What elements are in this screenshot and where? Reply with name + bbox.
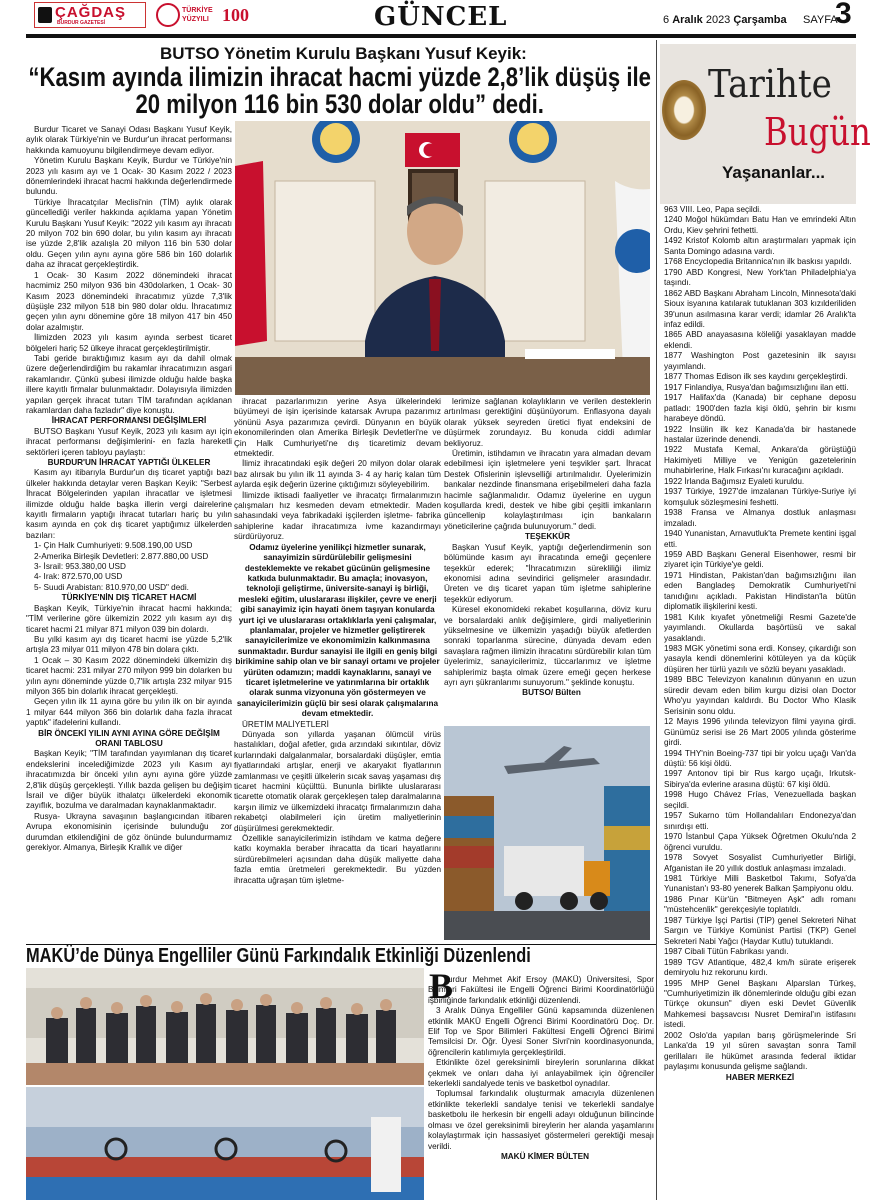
cargo-scene xyxy=(444,726,650,940)
article-kicker: BUTSO Yönetim Kurulu Başkanı Yusuf Keyik: xyxy=(160,44,527,63)
article-photo-president xyxy=(235,121,650,395)
paragraph: 1877 Washington Post gazetesinin ilk sayısı yayımlandı. xyxy=(664,351,856,371)
headline-line-1: “Kasım ayında ilimizin ihracat hacmi yüzde 2,8’lik düşüş ile xyxy=(28,62,652,92)
paragraph: 1917 Halifax'da (Kanada) bir cephane deposu patladı: 1900'den fazla kişi öldü, şehrin bir kısmı harabeye döndü. xyxy=(664,393,856,424)
paragraph: 1957 Sukarno tüm Hollandalıları Endonezya'dan sınırdışı etti. xyxy=(664,811,856,831)
byline: HABER MERKEZİ xyxy=(725,1072,795,1082)
paragraph: 1989 TGV Atlantique, 482,4 km/h sürate erişerek demiryolu hız rekorunu kırdı. xyxy=(664,957,856,978)
paragraph: 4- Irak: 872.570,00 USD xyxy=(34,572,123,582)
subheading: İHRACAT PERFORMANSI DEĞİŞİMLERİ xyxy=(51,416,207,426)
subheading: BURDUR'UN İHRACAT YAPTIĞI ÜLKELER xyxy=(47,458,211,467)
group-scene xyxy=(26,968,424,1085)
paragraph: 1937 Türkiye, 1927'de imzalanan Türkiye-Suriye iyi komşuluk sözleşmesini feshetti. xyxy=(664,487,856,507)
paragraph: 1987 Cibali Tütün Fabrikası yandı. xyxy=(664,947,789,957)
masthead xyxy=(0,0,882,34)
paragraph: Toplumsal farkındalık oluşturmak amacıyla düzenlenen etkinlikte tekerlekli sandalye tenisi ve tekerlekli sandalye basketbolu ile herkesin bir engelli adayı olduğunun bilincinde olması ve özel gereksinimli bireylerin her alanda yaşamlarını kolaylaştırmak için hassasiyet göstermeleri gerektiği mesajı verildi. xyxy=(428,1089,654,1151)
paragraph: Dünyada son yıllarda yaşanan ölümcül virüs hastalıkları, doğal afetler, gıda arzındaki sıkıntılar, döviz kurlarındaki dalgalanmalar, borsalardaki düşüşler, emtia fiyatlarındaki artışlar, enerji ve akaryakıt fiyatlarının zamlanması ve çeşitli ülkelerin sıcak savaş yaşaması dış ticaret hacmini küçülttü. Bununla birlikte uluslararası ticarette otomatik olarak gerçekleşen talep daralmalarına karşın ilimiz ve ülkemizdeki ihracatçı firmalarımızın daha rekabetçi olabilmeleri için üretim maliyetlerinin düşürülmesi gerekmektedir. xyxy=(234,730,441,833)
paragraph: Özellikle sanayicilerimizin istihdam ve katma değere katkı koymakla beraber ihracatta da ticari hayatlarını sürdürebilmeleri açısından daha düşük maliyette daha fazla emtia üretmeleri gerekmektedir. Bu yüzden ihracatta uğraşan tüm işletme- xyxy=(234,834,441,885)
maku-group-photo xyxy=(26,968,424,1085)
paragraph: 1 Ocak – 30 Kasım 2022 dönemindeki ülkemizin dış ticaret hacmi: 231 milyar 270 milyon 999 bin dolarken bu yılın aynı döneminde yüzde 0,7'lik artışla 232 milyar 915 milyon 365 bin dolarlık ihracat gerçekleşti. xyxy=(26,655,232,696)
paragraph: 1986 Pınar Kür'ün "Bitmeyen Aşk" adlı romanı "müstehcenlik" gerekçesiyle toplatıldı. xyxy=(664,894,856,915)
paragraph: 1862 ABD Başkanı Abraham Lincoln, Minnesota'daki Sioux isyanına katılarak tutuklanan 303 kızılderiliden 39'unun asılmasına karar verdi; idamlar 26 Aralık'ta infaz edildi. xyxy=(664,288,856,329)
paragraph: 1768 Encyclopedia Britannica'nın ilk baskısı yapıldı. xyxy=(664,257,852,267)
turkiye-yuzyili-logo xyxy=(156,3,216,27)
paragraph: 1- Çin Halk Cumhuriyeti: 9.508.190,00 USD xyxy=(34,541,193,551)
paragraph: 1987 Türkiye İşçi Partisi (TİP) genel Sekreteri Nihat Sargın ve Türkiye Komünist Partisi (TKP) Genel Sekreteri Nabi Yağcı (Haydar Kutlu) tutuklandı. xyxy=(664,915,856,946)
paragraph: 1922 Mustafa Kemal, Ankara'da görüştüğü Hakimiyeti Milliye ve Yenigün gazetelerinin muhabirlerine, Halk Fırkası'nı kuracağını açıkladı. xyxy=(664,445,856,476)
paragraph: 1971 Hindistan, Pakistan'dan bağımsızlığını ilan eden Bangladeş Demokratik Cumhuriyeti'ni tanıdığını açıkladı. Pakistan Hindistan'la bütün diplomatik ilişkilerini kesti. xyxy=(664,570,856,612)
paragraph: 1 Ocak- 30 Kasım 2022 dönemindeki ihracat hacmimiz 250 milyon 936 bin 430dolarken, 1 Ocak- 30 Kasım 2023 dönemindeki ihracatımız yüzde 7,3'lik düşüşle 232 milyon 518 bin 980 dolar oldu. İhracatımız geçen yılın aynı dönemine göre 18 milyon 417 bin 450 dolar azalmıştır. xyxy=(26,270,232,332)
paragraph: Etkinlikte özel gereksinimli bireylerin sorunlarına dikkat çekmek ve onları daha iyi anlayabilmek için öğrenciler tekerlekli sandalyede tenis ve basketbol oynadılar. xyxy=(428,1058,654,1089)
paragraph: 5- Suudi Arabistan: 810.970,00 USD" dedi. xyxy=(34,582,189,592)
paragraph: 1983 MGK yönetimi sona erdi. Konsey, çıkardığı son yasayla kendi dönemlerini kötüleyen ya da küçük düşüren her türlü yazılı ve sözlü beyanı yasakladı. xyxy=(664,644,856,674)
issue-date: 6 Aralık 2023 Çarşamba xyxy=(663,14,787,26)
paragraph: 1865 ABD anayasasına köleliği yasaklayan madde eklendi. xyxy=(664,330,856,350)
paragraph: lerimize sağlanan kolaylıkların ve verilen desteklerin artırılması gerektiğini düşünüyorum. Enflasyona dayalı olarak yüksek seyreden üretici fiyat endeksini de düşürmek zorundayız. Bu konuda ciddi adımlar bekliyoruz. xyxy=(444,397,651,448)
paragraph: ihracat pazarlarımızın yerine Asya ülkelerindeki büyümeyi de işin içerisinde katarsak Avrupa pazarımız yönünü Asya pazarımıza çevirdi. Dünyanın en büyük ekonomilerinden olan Amerika Birleşik Devletleri'ne ve Çin Halk Cumhuriyeti'ne dış ticaretimiz devam etmektedir. xyxy=(234,397,441,459)
sidebar-rule xyxy=(656,40,657,1200)
paragraph: Kasım ayı itibarıyla Burdur'un dış ticaret yaptığı bazı ülkeler hakkında detaylar veren Başkan Keyik: "Serbest İhracat Bölgelerinden yapılan ihracatlar ve işletmesi ilimizde olduğu halde başka illerin vergi dairelerine kayıtlı firmaların yaptığı ihracat tutarları hariç bu yılın kasım ayında en çok dış ticaret yaptığımız ülkelerden bazıları: xyxy=(26,468,232,540)
paragraph: 1978 Sovyet Sosyalist Cumhuriyetler Birliği, Afganistan ile 20 yıllık dostluk anlaşması imzaladı. xyxy=(664,853,856,873)
subheading: BİR ÖNCEKİ YILIN AYNI AYINA GÖRE DEĞİŞİM ORANI TABLOSU xyxy=(38,728,220,748)
maku-basketball-photo xyxy=(26,1087,424,1200)
byline: MAKÜ KİMER BÜLTEN xyxy=(500,1151,590,1161)
paragraph: 1959 ABD Başkanı General Eisenhower, resmi bir ziyaret için Türkiye'ye geldi. xyxy=(664,549,856,570)
paragraph: 1240 Moğol hükümdarı Batu Han ve emrindeki Altın Ordu, Kiev şehrini fethetti. xyxy=(664,215,856,235)
section-title: GÜNCEL xyxy=(374,2,508,32)
article-photo-logistics xyxy=(444,726,650,940)
maku-text xyxy=(428,975,654,1200)
paragraph: Yönetim Kurulu Başkanı Keyik, Burdur ve Türkiye'nin 2023 yılı kasım ayı ve 1 Ocak- 30 Kasım 2022 / 2023 dönemlerindeki ihracat hacmi hakkında değerlendirmede bulundu. xyxy=(26,156,232,197)
article-column-2 xyxy=(234,397,441,943)
cagdas-logo[interactable] xyxy=(34,2,146,28)
tyz-text: TÜRKİYE YÜZYILI xyxy=(182,7,213,23)
paragraph: 1938 Fransa ve Almanya dostluk anlaşması imzaladı. xyxy=(664,508,856,528)
sidebar-title-1: Tarihte xyxy=(708,62,832,106)
paragraph: ÜRETİM MALİYETLERİ xyxy=(242,719,329,729)
paragraph: Burdur Ticaret ve Sanayi Odası Başkanı Yusuf Keyik, aylık olarak Türkiye'nin ve Burdur'un ihracat performansı hakkında kamuoyunu bilgilendirmeye devam ediyor. xyxy=(26,125,232,155)
office-scene xyxy=(235,121,650,395)
logo-text: ÇAĞDAŞ xyxy=(55,4,127,21)
paragraph: 1492 Kristof Kolomb altın araştırmaları yapmak için Santa Domingo adasına vardı. xyxy=(664,236,856,256)
paragraph: 1998 Hugo Chávez Frías, Venezuellada başkan seçildi. xyxy=(664,790,856,810)
paragraph: BUTSO Başkanı Yusuf Keyik, 2023 yılı kasım ayı için ihracat performansı değişimlerini- en fazla hareketli sektörleri içeren tabloyu paylaştı: xyxy=(26,426,232,457)
article-column-3 xyxy=(444,397,651,723)
paragraph: urdur Mehmet Akif Ersoy (MAKÜ) Üniversitesi, Spor Bilimleri Fakültesi ile Engelli Öğrenci Birimi Koordinatörlüğü işbirliğinde farkındalık etkinliği düzenlendi. xyxy=(428,975,654,1005)
paragraph: 3 Aralık Dünya Engelliler Günü kapsamında düzenlenen etkinlik MAKÜ Engelli Öğrenci Birimi Koordinatörü Doç. Dr. Elif Top ve Spor Bilimleri Fakültesi Engelli Öğrenci Birimi Temsilcisi Dr. Öğr. Üyesi Soner Sivri'nin koordinasyonunda, öğrencilerin katılımıyla gerçekleştirildi. xyxy=(428,1006,654,1057)
paragraph: 1922 İnsülin ilk kez Kanada'da bir hastanede hastalar üzerinde denendi. xyxy=(664,424,856,444)
sidebar-subtitle: Yaşananlar... xyxy=(722,163,826,182)
centenary-logo: 100 xyxy=(222,5,249,25)
paragraph: Başkan Keyik; "TİM tarafından yayımlanan dış ticaret endekslerini incelediğimizde 2023 yılı Kasım ayı ihracatımızda bir önceki yılın aynı ayına göre yüzde 2,8'lik düşüş gerçekleşti. Yıllık bazda gelişen bu değişim İsrail ve diğer büyük ithalatçı ülkelerdeki ekonomik zayıflık, bozulma ve daralmadan kaynaklanmaktadır. xyxy=(26,749,232,811)
subheading: TÜRKİYE'NİN DIŞ TİCARET HACMİ xyxy=(61,593,197,603)
headline-line-2: 20 milyon 116 bin 530 dolar oldu” dedi. xyxy=(135,89,544,119)
paragraph: Başkan Yusuf Keyik, yaptığı değerlendirmenin son bölümünde kasım ayı ihracatında emeği geçenlere teşekkür ederek; "İhracatımızın sürekliliği ilimiz ekonomisi adına sevindirici gelişmeler arasındadır. Üreten ve dış ticaret yapan tüm işletme sahiplerine teşekkür ediyorum. xyxy=(444,542,651,604)
crescent-icon xyxy=(156,3,180,27)
paragraph: 1917 Finlandiya, Rusya'dan bağımsızlığını ilan etti. xyxy=(664,382,849,392)
drop-cap: B xyxy=(429,966,454,1006)
maku-headline: MAKÜ’de Dünya Engelliler Günü Farkındalık Etkinliği Düzenlendi xyxy=(26,944,531,967)
paragraph: 12 Mayıs 1996 yılında televizyon filmi yayına girdi. Günümüz serisi ise 26 Mart 2005 yılında gösterime girdi. xyxy=(664,717,856,748)
paragraph: 2002 Oslo'da yapılan barış görüşmelerinde Sri Lanka'da 19 yıl süren savaştan sonra Tamil gerillaları ile hükümet arasında federal iktidar paylaşımı konusunda gelişme sağlandı. xyxy=(664,1030,856,1072)
paragraph: 1981 Türkiye Milli Basketbol Takımı, Sofya'da Yunanistan'ı 93-80 yenerek Balkan Şampiyonu oldu. xyxy=(664,874,856,894)
paragraph: Türkiye İhracatçılar Meclisi'nin (TİM) aylık olarak güncellediği veriler hakkında açıklama yapan Yönetim Kurulu Başkanı Yusuf Keyik: "2022 yılı kasım ayı ihracatı 20 milyon 702 bin 690 dolar, bu yılın kasım ayı ihracatı ise yüzde 2,8'lik azalışla 20 milyon 116 bin 530 dolar oldu. Geçen yılın aynı ayına göre 586 bin 160 dolarlık daha az ihracat gerçekleştirdik. xyxy=(26,197,232,270)
paragraph: 963 VIII. Leo, Papa seçildi. xyxy=(664,205,762,214)
article-column-1 xyxy=(26,125,232,943)
paragraph: Rusya- Ukrayna savaşının başlangıcından itibaren Avrupa ekonomisinin içerisinde bulunduğu zor durumdan etkilendiğini de göz önünde bulundurmamız gerekiyor. Almanya, Birleşik Krallık ve diğer xyxy=(26,811,232,853)
court-scene xyxy=(26,1087,424,1200)
paragraph: 1997 Antonov tipi bir Rus kargo uçağı, Irkutsk-Sibirya'da evlerine arasına düştü: 67 kişi öldü. xyxy=(664,769,856,789)
paragraph: 1940 Yunanistan, Arnavutluk'ta Premete kentini işgal etti. xyxy=(664,529,856,549)
paragraph: 1994 THY'nin Boeing-737 tipi bir yolcu uçağı Van'da düştü: 56 kişi öldü. xyxy=(664,748,856,769)
logo-mark-icon xyxy=(38,7,52,23)
paragraph: İlimiz ihracatındaki eşik değeri 20 milyon dolar olarak baz alırsak bu yılın ilk 11 ayında 3- 4 ay hariç kalan tüm aylarda eşik değerin üzerine çıktığımızı söyleyebilirim. xyxy=(234,459,441,490)
paragraph: 1790 ABD Kongresi, New York'tan Philadelphia'ya taşındı. xyxy=(664,267,856,288)
paragraph: 3- İsrail: 953.380,00 USD xyxy=(34,562,126,572)
byline: BUTSO/ Bülten xyxy=(522,688,581,698)
paragraph: Geçen yılın ilk 11 ayına göre bu yılın ilk on bir ayında 1 milyar 644 milyon 366 bin dolarlık daha fazla ihracat yaptık" ifadelerini kullandı. xyxy=(26,697,232,728)
paragraph: Bu yılki kasım ayı dış ticaret hacmi ise yüzde 5,2'lik artışla 23 milyar 011 milyon 478 bin dolara çıktı. xyxy=(26,634,232,655)
clock-icon xyxy=(662,80,706,140)
subheading: TEŞEKKÜR xyxy=(524,532,571,542)
paragraph: 1995 MHP Genel Başkanı Alparslan Türkeş, "Cumhuriyetimizin ilk dönemlerinde olduğu gibi ezan Türkçe okunsun" diyen eski Devlet Güvenlik Mahkemesi başsavcısı Nusret Demiral'ın istifasını istedi. xyxy=(664,978,856,1030)
paragraph: 1989 BBC Televizyon kanalının dünyanın en uzun süredir devam eden bilim kurgu dizisi olan Doctor Who'yu yayından kaldırdı. Bu Doctor Who Klasik Serisinin sonu oldu. xyxy=(664,675,856,716)
paragraph: 1970 İstanbul Çapa Yüksek Öğretmen Okulu'nda 2 öğrenci vuruldu. xyxy=(664,832,856,852)
sidebar-title-2: Bugün xyxy=(764,110,871,154)
paragraph: 2-Amerika Birleşik Devletleri: 2.877.880,00 USD xyxy=(34,551,209,561)
paragraph: 1981 Kılık kıyafet yönetmeliği Resmi Gazete'de yayımlandı. Okullarda başörtüsü ve sakal yasaklandı. xyxy=(664,612,856,643)
paragraph: Küresel ekonomideki rekabet koşullarına, döviz kuru ve borsalardaki anlık değişimlere, girdi maliyetlerinin yükselmesine ve ülkemizin yaşadığı büyük afetlerden sonraki toparlanma sürecine, dünyada devam eden savaşlara rağmen ilimizin ihracatını sürdürebilir kılan tüm üyelerimiz, sanayicilerimiz, tüccarlarımız ve işletme sahiplerimiz başta olmak üzere emeği geçen herkese ayrı ayrı şükranlarımı sunuyorum." şeklinde konuştu. xyxy=(444,605,651,687)
logo-subtext: BURDUR GAZETESİ xyxy=(57,20,106,26)
paragraph: Üretimin, istihdamın ve ihracatın yara almadan devam edebilmesi için işletmelere yeni teşvikler şart. İhracat Destek Ofislerinin işlevselliği artırılmalıdır. Üyelerimizin bankalar nezdinde finansmana erişebilmeleri daha fazla hacimle sağlanmalıdır. Odamız üyelerine en uygun koşullarda kredi, destek ve hibe gibi çeşitli imkanların güncellenip kolaylaştırılması için bankaların yöneticilerine çağrıda bulunuyorum." dedi. xyxy=(444,449,651,531)
page-number: 3 xyxy=(835,0,852,30)
paragraph: İlimizde iktisadi faaliyetler ve ihracatçı firmalarımızın çalışmaları hız kesmeden devam etmektedir. Maden sahasındaki veya fabrikadaki işçilerden işletme- fabrika sahiplerine kadar ihracatımıza ivme kazandırmayı sürdürüyoruz. xyxy=(234,490,441,542)
paragraph: İlimizden 2023 yılı kasım ayında serbest ticaret bölgeleri hariç 52 ülkeye ihracat gerçekleştirilmiştir. xyxy=(26,333,232,353)
paragraph: Başkan Keyik, Türkiye'nin ihracat hacmi hakkında; "TİM verilerine göre ülkemizin 2022 yılı kasım ayı dış ticaret hacmi 21 milyar 871 milyon 039 bin dolardı. xyxy=(26,603,232,634)
article-headline xyxy=(24,64,655,118)
page-label: SAYFA xyxy=(803,14,838,26)
paragraph: 1877 Thomas Edison ilk ses kaydını gerçekleştirdi. xyxy=(664,372,848,382)
history-events-list xyxy=(664,205,856,1200)
paragraph: Tabi geride bıraktığımız kasım ayı da dahil olmak üzere değerlendirdiğim bu rakamlar ihracatımızın asgari rakamlarıdır. Çünkü şubesi ilimizde olduğu halde başka illere kayıtlı firmalar bulunmaktadır. Dolayısıyla ilimizden yapılan gerçek ihracat tutarı TİM tarafından açıklanan rakamlardan daha fazladır" diye konuştu. xyxy=(26,353,232,415)
subheading: Odamız üyelerine yenilikçi hizmetler sunarak, sanayimizin sürdürülebilir gelişmesini desteklemekte ve rekabet gücünün gelişmesine katkıda bulunmaktadır. Bu amaçla; inovasyon, teknoloji geliştirme, üniversite-sanayi iş birliği, mesleki eğitim, uluslararası ilişkiler, çevre ve enerji gibi sanayimiz için hayati önem taşıyan konularda yurt içi ve uluslararası ortaklıklarla yeni çalışmalar, planlamalar, projeler ve hizmetler geliştirerek sanayicilerimize ve ekonomimizin kalkınmasına sunmaktadır. Burdur sanayisi ile ilgili en geniş bilgi birikimine sahip olan ve bir sanayi ortamı ve projeler yürüten odamızın; maddi kaynaklarını, sanayi ve ticaret işletmelerine ve yatırımlarına bir ortaklık olarak sunma vizyonuna yön göstermeyen ve sanayicilerimizin güçlü bir sesi olarak çalışmalarına devam etmektedir. xyxy=(235,542,440,719)
masthead-rule xyxy=(26,34,856,38)
paragraph: 1922 İrlanda Bağımsız Eyaleti kuruldu. xyxy=(664,476,805,486)
